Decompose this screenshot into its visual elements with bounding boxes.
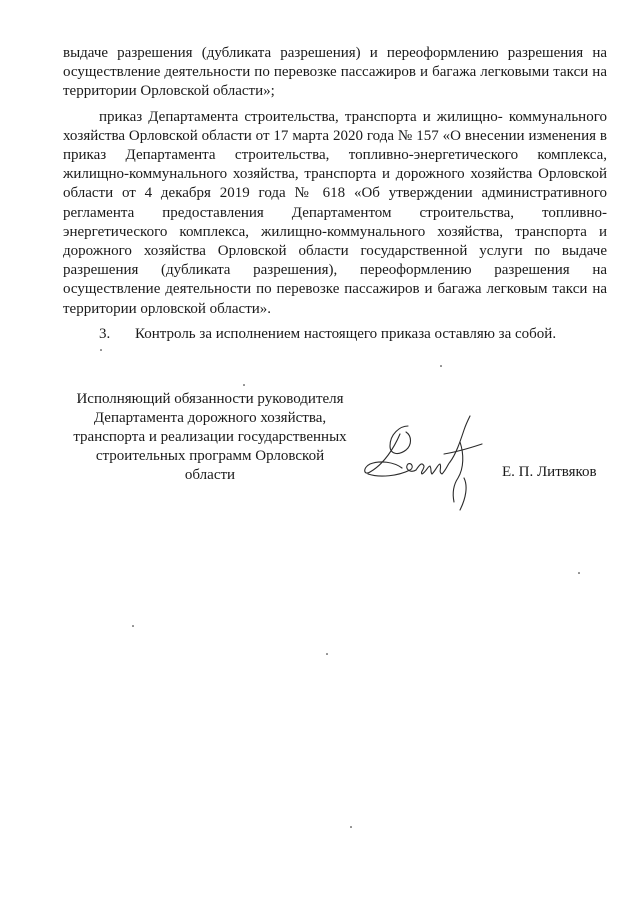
scan-speck bbox=[350, 826, 352, 828]
scan-speck bbox=[100, 349, 102, 351]
paragraph-continuation: выдаче разрешения (дубликата разрешения) и переоформлению разрешения на осуществление деятельности по перевозке пассажиров и багажа легковыми такси на территории Орловской области»; bbox=[63, 45, 607, 100]
signatory-title bbox=[60, 390, 360, 485]
item-text: Контроль за исполнением настоящего приказа оставляю за собой. bbox=[135, 325, 557, 342]
handwritten-signature bbox=[360, 412, 490, 522]
signatory-title-line: Департамента дорожного хозяйства, bbox=[93, 410, 327, 426]
item-number: 3. bbox=[99, 325, 111, 342]
signatory-title-line: транспорта и реализации государственных bbox=[73, 429, 347, 445]
scan-speck bbox=[440, 365, 442, 367]
signatory-title-line: строительных программ Орловской bbox=[95, 448, 325, 464]
scan-speck bbox=[132, 625, 134, 627]
signatory-title-line: Исполняющий обязанности руководителя bbox=[76, 391, 344, 407]
scan-speck bbox=[243, 384, 245, 386]
paragraph-item-3 bbox=[63, 325, 607, 344]
paragraph-order-reference: приказ Департамента строительства, транспорта и жилищно- коммунального хозяйства Орловской области от 17 марта 2020 года № 157 «О внесении изменения в приказ Департамента строительства, топливно-энергетического комплекса, жилищно-коммунального хозяйства, транспорта и дорожного хозяйства Орловской области от 4 декабря 2019 года № 618 «Об утверждении административного регламента предоставления Департаментом строительства, топливно-энергетического комплекса, жилищно-коммунального хозяйства, транспорта и дорожного хозяйства Орловской области государственной услуги по выдаче разрешения (дубликата разрешения), переоформлению разрешения на осуществление деятельности по перевозке пассажиров и багажа легковым такси на территории орловской области». bbox=[63, 108, 607, 317]
scan-speck bbox=[578, 572, 580, 574]
signatory-title-line: области bbox=[184, 467, 236, 483]
signer-name: Е. П. Литвяков bbox=[502, 464, 597, 480]
document-body bbox=[63, 44, 607, 344]
scan-speck bbox=[326, 653, 328, 655]
